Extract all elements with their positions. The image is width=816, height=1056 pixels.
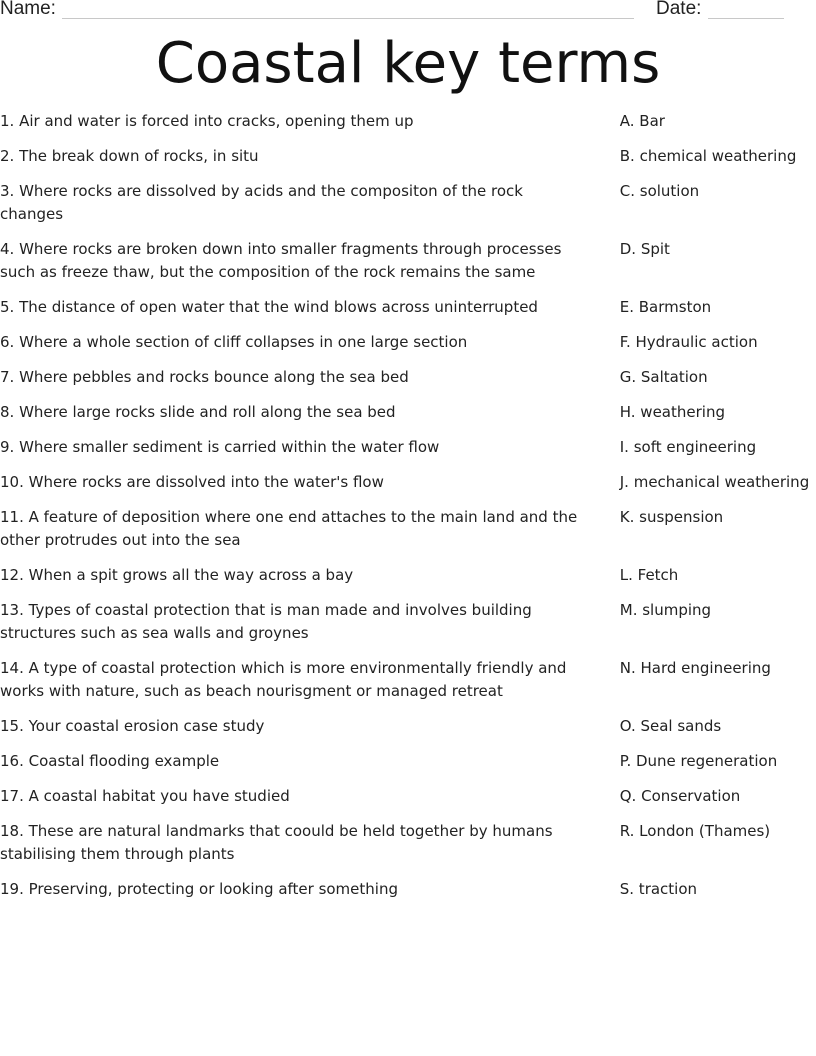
matching-row xyxy=(0,715,816,750)
matching-row xyxy=(0,657,816,715)
matching-row xyxy=(0,820,816,878)
name-input-line[interactable] xyxy=(62,18,634,19)
answer-option: S. traction xyxy=(619,880,698,898)
matching-row xyxy=(0,506,816,564)
answer-option: R. London (Thames) xyxy=(619,822,771,840)
answer-option: F. Hydraulic action xyxy=(619,333,758,351)
answer-option: P. Dune regeneration xyxy=(619,752,778,770)
clue-text: 4. Where rocks are broken down into smaller fragments through processes such as freeze thaw, but the composition of the rock remains the same xyxy=(0,240,562,281)
clue-text: 10. Where rocks are dissolved into the water's flow xyxy=(0,473,384,491)
answer-option: K. suspension xyxy=(619,508,724,526)
clue-text: 13. Types of coastal protection that is man made and involves building structures such as sea walls and groynes xyxy=(0,601,532,642)
matching-row xyxy=(0,564,816,599)
clue-text: 18. These are natural landmarks that coould be held together by humans stabilising them through plants xyxy=(0,822,553,863)
answer-option: D. Spit xyxy=(619,240,670,258)
matching-row xyxy=(0,238,816,296)
clue-text: 7. Where pebbles and rocks bounce along the sea bed xyxy=(0,368,409,386)
clue-text: 5. The distance of open water that the wind blows across uninterrupted xyxy=(0,298,538,316)
answer-option: M. slumping xyxy=(619,601,712,619)
clue-text: 16. Coastal flooding example xyxy=(0,752,220,770)
answer-option: A. Bar xyxy=(619,112,665,130)
clue-text: 8. Where large rocks slide and roll along the sea bed xyxy=(0,403,396,421)
answer-option: Q. Conservation xyxy=(619,787,741,805)
matching-row xyxy=(0,750,816,785)
matching-row xyxy=(0,599,816,657)
answer-option: B. chemical weathering xyxy=(619,147,797,165)
matching-row xyxy=(0,785,816,820)
clue-text: 6. Where a whole section of cliff collapses in one large section xyxy=(0,333,468,351)
answer-option: G. Saltation xyxy=(619,368,708,386)
matching-row xyxy=(0,436,816,471)
date-label: Date: xyxy=(656,0,702,19)
answer-option: N. Hard engineering xyxy=(619,659,771,677)
clue-text: 11. A feature of deposition where one end attaches to the main land and the other protrudes out into the sea xyxy=(0,508,578,549)
page-title: Coastal key terms xyxy=(155,31,661,96)
matching-row xyxy=(0,878,816,913)
matching-row xyxy=(0,331,816,366)
matching-row xyxy=(0,145,816,180)
clue-text: 15. Your coastal erosion case study xyxy=(0,717,265,735)
clue-text: 1. Air and water is forced into cracks, opening them up xyxy=(0,112,414,130)
answer-option: I. soft engineering xyxy=(619,438,757,456)
matching-row xyxy=(0,366,816,401)
matching-row xyxy=(0,471,816,506)
answer-option: L. Fetch xyxy=(619,566,679,584)
clue-text: 19. Preserving, protecting or looking after something xyxy=(0,880,398,898)
clue-text: 14. A type of coastal protection which is more environmentally friendly and works with nature, such as beach nourisgment or managed retreat xyxy=(0,659,567,700)
worksheet-header xyxy=(0,0,816,22)
answer-option: E. Barmston xyxy=(619,298,712,316)
answer-option: H. weathering xyxy=(619,403,725,421)
clue-text: 2. The break down of rocks, in situ xyxy=(0,147,259,165)
clue-text: 3. Where rocks are dissolved by acids and the compositon of the rock changes xyxy=(0,182,523,223)
name-label: Name: xyxy=(0,0,56,19)
matching-list xyxy=(0,110,816,913)
matching-row xyxy=(0,110,816,145)
answer-option: J. mechanical weathering xyxy=(619,473,810,491)
matching-row xyxy=(0,296,816,331)
date-input-line[interactable] xyxy=(708,18,784,19)
answer-option: O. Seal sands xyxy=(619,717,722,735)
clue-text: 9. Where smaller sediment is carried within the water flow xyxy=(0,438,440,456)
answer-option: C. solution xyxy=(619,182,700,200)
matching-row xyxy=(0,180,816,238)
clue-text: 12. When a spit grows all the way across a bay xyxy=(0,566,354,584)
matching-row xyxy=(0,401,816,436)
clue-text: 17. A coastal habitat you have studied xyxy=(0,787,290,805)
